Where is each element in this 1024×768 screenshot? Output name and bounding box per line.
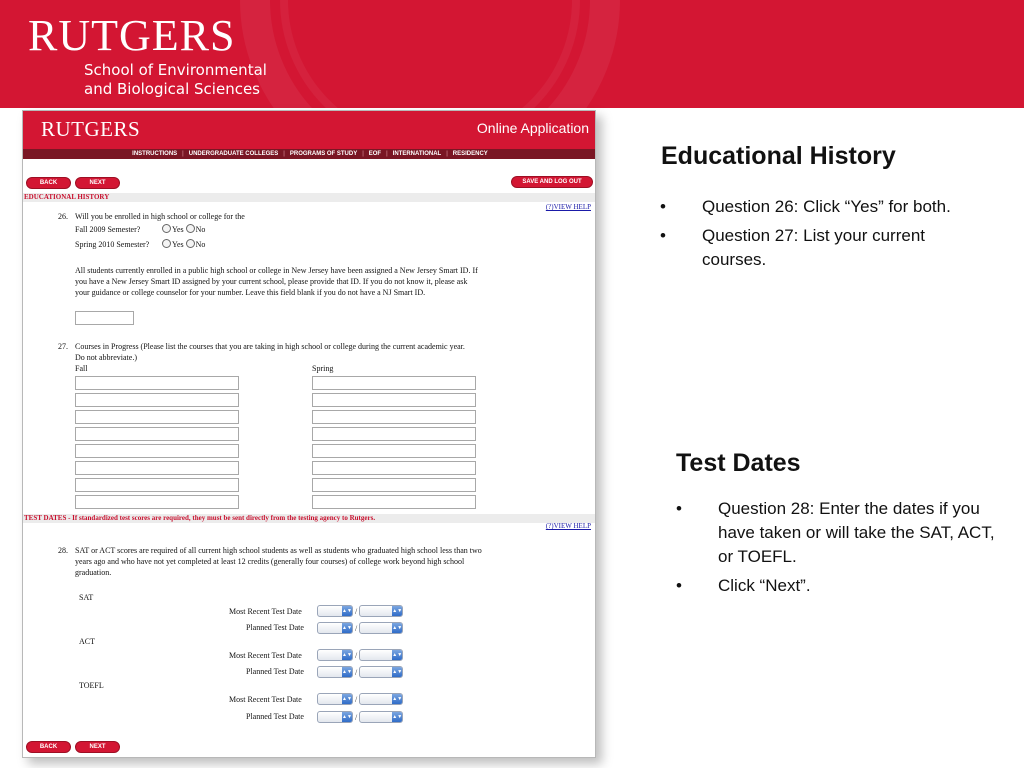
act-planned-label: Planned Test Date [246,667,304,676]
nav-international[interactable]: INTERNATIONAL [392,151,442,157]
spring-course-input[interactable] [312,495,476,509]
spring-course-input[interactable] [312,478,476,492]
sat-planned-month-select[interactable] [317,622,353,634]
act-planned-date [317,666,403,678]
bullet-dot: • [676,499,682,518]
bullet-text: Click “Next”. [718,576,811,595]
sat-planned-year-select[interactable] [359,622,403,634]
select-arrows-icon: ▲▼ [392,696,403,702]
select-arrows-icon: ▲▼ [392,652,403,658]
fall-course-input[interactable] [75,478,239,492]
act-planned-month-select[interactable] [317,666,353,678]
q26-fall-options [162,224,205,235]
date-slash: / [355,623,358,633]
sat-recent-label: Most Recent Test Date [229,607,302,616]
next-button-top[interactable]: NEXT [75,177,120,189]
educational-history-heading: Educational History [661,142,896,170]
select-arrows-icon: ▲▼ [342,714,352,720]
nav-programs-of-study[interactable]: PROGRAMS OF STUDY [289,151,358,157]
nav-separator: | [283,151,285,157]
sat-recent-year-select[interactable] [359,605,403,617]
app-nav-bar [23,149,596,159]
bullet-dot: • [676,576,682,595]
spring-yes-label: Yes [172,240,184,249]
sat-recent-date [317,605,403,617]
q26-spring-options [162,239,205,250]
nj-smart-id-input[interactable] [75,311,134,325]
act-recent-year-select[interactable] [359,649,403,661]
back-button-top[interactable]: BACK [26,177,71,189]
select-arrows-icon: ▲▼ [342,696,352,702]
act-label: ACT [79,637,95,646]
toefl-planned-year-select[interactable] [359,711,403,723]
spring-course-input[interactable] [312,461,476,475]
select-arrows-icon: ▲▼ [342,652,352,658]
seal-watermark-inner [280,0,580,108]
fall-yes-label: Yes [172,225,184,234]
select-arrows-icon: ▲▼ [342,608,352,614]
spring-no-radio[interactable] [186,239,195,248]
spring-course-input[interactable] [312,427,476,441]
app-title: Online Application [476,120,589,136]
educational-history-bullets [660,195,977,277]
toefl-planned-month-select[interactable] [317,711,353,723]
nav-undergraduate-colleges[interactable]: UNDERGRADUATE COLLEGES [188,151,279,157]
fall-course-input[interactable] [75,393,239,407]
nav-separator: | [362,151,364,157]
bullet-text: Question 27: List your current courses. [702,226,926,269]
next-button-bottom[interactable]: NEXT [75,741,120,753]
smart-id-instructions: All students currently enrolled in a public high school or college in New Jersey have been assigned a New Jersey Smart ID. If you have a New Jersey Smart ID assigned by your current school, please provide that ID. If you do not know it, please ask your guidance or college counselor for your number. Leave this field blank if you do not have a NJ Smart ID. [75,266,478,297]
q26-text: Will you be enrolled in high school or college for the [75,212,245,221]
sat-planned-label: Planned Test Date [246,623,304,632]
school-name-line2: and Biological Sciences [84,80,260,98]
app-rutgers-logo: RUTGERS [41,117,141,141]
sat-label: SAT [79,593,94,602]
nav-separator: | [446,151,448,157]
toefl-planned-date [317,711,403,723]
nav-eof[interactable]: EOF [368,151,382,157]
bullet-item [676,497,998,569]
school-name-line1: School of Environmental [84,61,267,79]
slide-banner [0,0,1024,108]
toefl-planned-label: Planned Test Date [246,712,304,721]
nav-instructions[interactable]: INSTRUCTIONS [132,151,178,157]
spring-no-label: No [195,240,206,249]
bullet-item [676,574,998,598]
toefl-recent-year-select[interactable] [359,693,403,705]
sat-planned-date [317,622,403,634]
bullet-dot: • [660,226,666,245]
act-recent-date [317,649,403,661]
fall-course-input[interactable] [75,461,239,475]
fall-no-label: No [195,225,206,234]
select-arrows-icon: ▲▼ [342,669,352,675]
q26-number: 26. [58,212,68,221]
q28-number: 28. [58,546,68,555]
fall-column-label: Fall [75,364,88,373]
fall-course-input[interactable] [75,444,239,458]
select-arrows-icon: ▲▼ [392,669,403,675]
date-slash: / [355,667,358,677]
q26-spring-label: Spring 2010 Semester? [75,240,150,249]
nav-separator: | [182,151,184,157]
spring-yes-radio[interactable] [162,239,171,248]
educational-history-section-bar: EDUCATIONAL HISTORY [23,193,596,202]
spring-course-input[interactable] [312,410,476,424]
bullet-item [660,224,977,272]
spring-course-input[interactable] [312,444,476,458]
act-planned-year-select[interactable] [359,666,403,678]
act-recent-label: Most Recent Test Date [229,651,302,660]
spring-course-input[interactable] [312,393,476,407]
fall-course-input[interactable] [75,495,239,509]
spring-course-input[interactable] [312,376,476,390]
select-arrows-icon: ▲▼ [392,608,403,614]
toefl-label: TOEFL [79,681,104,690]
toefl-recent-label: Most Recent Test Date [229,695,302,704]
save-and-logout-button[interactable]: SAVE AND LOG OUT [511,176,593,188]
toefl-recent-month-select[interactable] [317,693,353,705]
test-dates-heading: Test Dates [676,449,801,477]
spring-column-label: Spring [312,364,334,373]
view-help-link-tests[interactable]: (?)VIEW HELP [545,522,591,530]
q27-number: 27. [58,342,68,351]
nav-residency[interactable]: RESIDENCY [452,151,488,157]
nav-separator: | [386,151,388,157]
q28-text: SAT or ACT scores are required of all current high school students as well as students who graduated high school less than two years ago and who have not yet completed at least 12 credits (generally four courses) of college work beyond high school graduation. [75,546,482,577]
bullet-item [660,195,977,219]
select-arrows-icon: ▲▼ [392,714,403,720]
application-screenshot [22,110,596,758]
test-dates-bullets [676,497,998,603]
test-dates-section-bar: TEST DATES - If standardized test scores are required, they must be sent directly from the testing agency to Rutgers. [23,514,596,523]
date-slash: / [355,694,358,704]
date-slash: / [355,606,358,616]
bullet-text: Question 28: Enter the dates if you have taken or will take the SAT, ACT, or TOEFL. [718,499,995,566]
date-slash: / [355,712,358,722]
select-arrows-icon: ▲▼ [342,625,352,631]
rutgers-logo: RUTGERS [28,11,236,60]
toefl-recent-date [317,693,403,705]
fall-course-input[interactable] [75,427,239,441]
bullet-text: Question 26: Click “Yes” for both. [702,197,951,216]
back-button-bottom[interactable]: BACK [26,741,71,753]
fall-yes-radio[interactable] [162,224,171,233]
q27-text: Courses in Progress (Please list the courses that you are taking in high school or college during the current academic year. Do not abbreviate.) [75,342,465,362]
q26-fall-label: Fall 2009 Semester? [75,225,141,234]
bullet-dot: • [660,197,666,216]
fall-no-radio[interactable] [186,224,195,233]
app-header [23,111,596,149]
act-recent-month-select[interactable] [317,649,353,661]
sat-recent-month-select[interactable] [317,605,353,617]
fall-course-input[interactable] [75,376,239,390]
select-arrows-icon: ▲▼ [392,625,403,631]
fall-course-input[interactable] [75,410,239,424]
view-help-link-education[interactable]: (?)VIEW HELP [545,203,591,211]
date-slash: / [355,650,358,660]
